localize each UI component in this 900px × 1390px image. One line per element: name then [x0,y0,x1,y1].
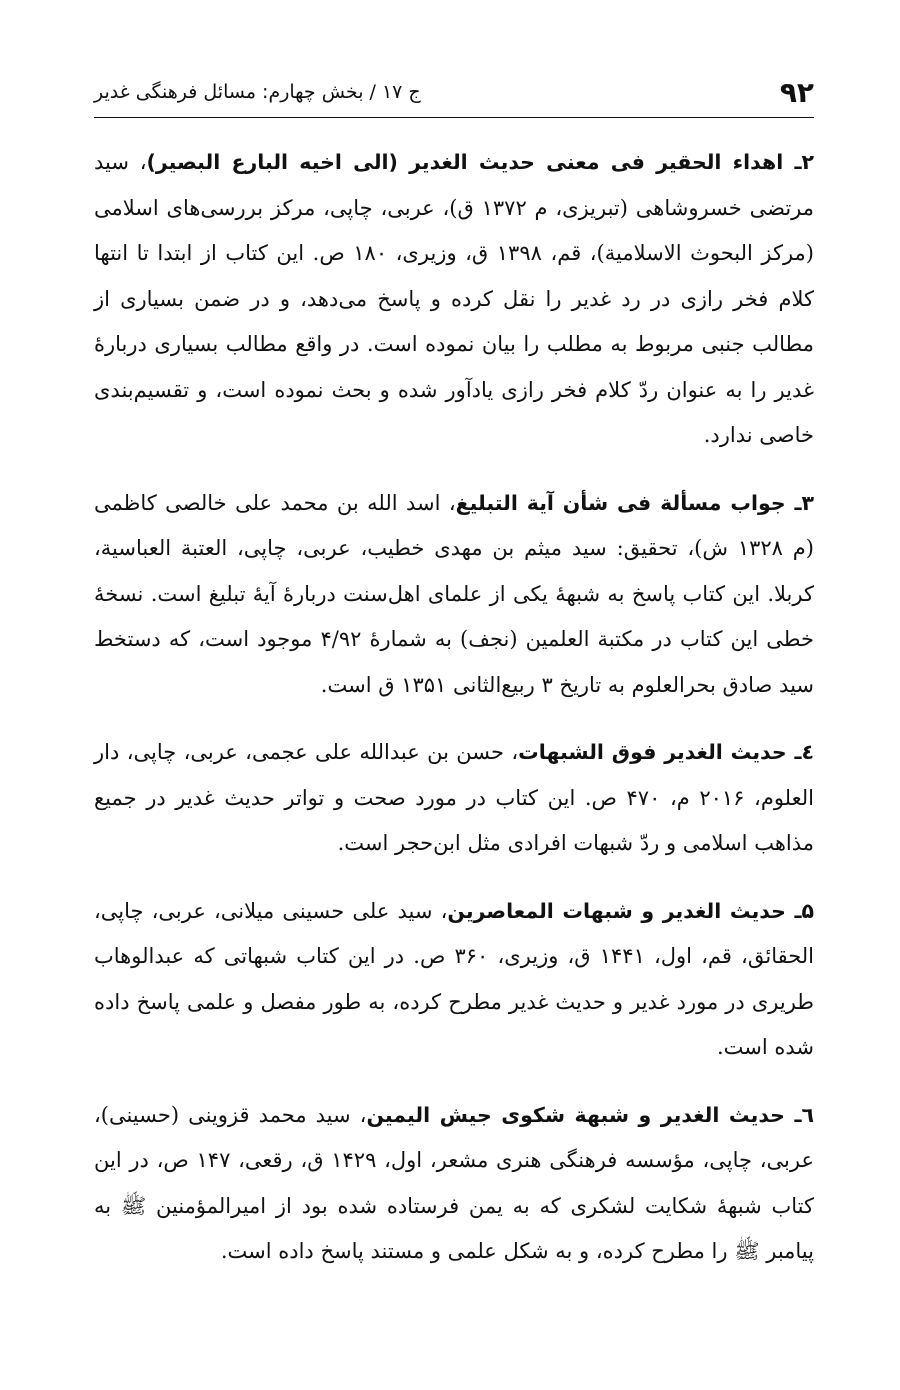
entry-item-4 [94,730,814,867]
running-head: ج ۱۷ / بخش چهارم: مسائل فرهنگی غدیر [94,81,421,103]
entry-title: ۳ـ جواب مسألة فی شأن آیة التبلیغ [455,490,815,515]
entry-title: ٦ـ حدیث الغدیر و شبهة شکوی جیش الیمین [366,1102,814,1127]
entry-text: ، سید مرتضی خسروشاهی (تبریزی، م ۱۳۷۲ ق)، عربی، چاپی، مرکز بررسی‌های اسلامی (مرکز البحوث الاسلامیة)، قم، ۱۳۹۸ ق، وزیری، ۱۸۰ ص. این کتاب از ابتدا تا انتها کلام فخر رازی در رد غدیر را نقل کرده و پاسخ می‌دهد، و در ضمن بسیاری از مطالب جنبی مربوط به مطلب را بیان نموده است. در واقع مطالب بسیاری دربارۀ غدیر را به عنوان ردّ کلام فخر رازی یادآور شده و بحث نموده است، و تقسیم‌بندی خاصی ندارد. [94,150,814,447]
entry-item-3 [94,481,814,709]
entry-title: ۵ـ حدیث الغدیر و شبهات المعاصرین [447,898,814,923]
entry-item-6 [94,1093,814,1275]
entry-text: ، سید علی حسینی میلانی، عربی، چاپی، الحقائق، قم، اول، ۱۴۴۱ ق، وزیری، ۳۶۰ ص. در این کتاب شبهاتی که عبدالوهاب طریری در مورد غدیر و حدیث غدیر مطرح کرده، به طور مفصل و علمی پاسخ داده شده است. [94,898,815,1059]
entry-text: ، اسد الله بن محمد علی خالصی کاظمی (م ۱۳۲۸ ش)، تحقیق: سید میثم بن مهدی خطیب، عربی، چاپی، العتبة العباسیة، کربلا. این کتاب پاسخ به شبهۀ یکی از علمای اهل‌سنت دربارۀ آیۀ تبلیغ است. نسخۀ خطی این کتاب در مکتبة العلمین (نجف) به شمارۀ ۴/۹۲ موجود است، که دستخط سید صادق بحرالعلوم به تاریخ ۳ ربیع‌الثانی ۱۳۵۱ ق است. [94,490,814,697]
entry-text: ، حسن بن عبدالله علی عجمی، عربی، چاپی، دار العلوم، ۲۰۱۶ م، ۴۷۰ ص. این کتاب در مورد صحت و تواتر حدیث غدیر در جمیع مذاهب اسلامی و ردّ شبهات افرادی مثل ابن‌حجر است. [94,740,815,855]
page-header [94,72,814,112]
book-page [94,0,814,1390]
entry-title: ۲ـ اهداء الحقیر فی معنی حدیث الغدیر (الی اخیه البارع البصیر) [146,150,814,174]
entry-text: ، سید محمد قزوینی (حسینی)، عربی، چاپی، مؤسسه فرهنگی هنری مشعر، اول، ۱۴۲۹ ق، رقعی، ۱۴۷ ص، در این کتاب شبهۀ شکایت لشکری که به یمن فرستاده شده بود از امیرالمؤمنین ﷺ به پیامبر ﷺ را مطرح کرده، و به شکل علمی و مستند پاسخ داده است. [94,1102,814,1263]
header-rule [94,117,814,118]
entry-title: ٤ـ حدیث الغدیر فوق الشبهات [518,740,815,764]
entry-item-5 [94,889,814,1071]
page-number: ۹۲ [779,75,814,109]
entry-item-2 [94,140,814,459]
page-body [94,140,814,1297]
